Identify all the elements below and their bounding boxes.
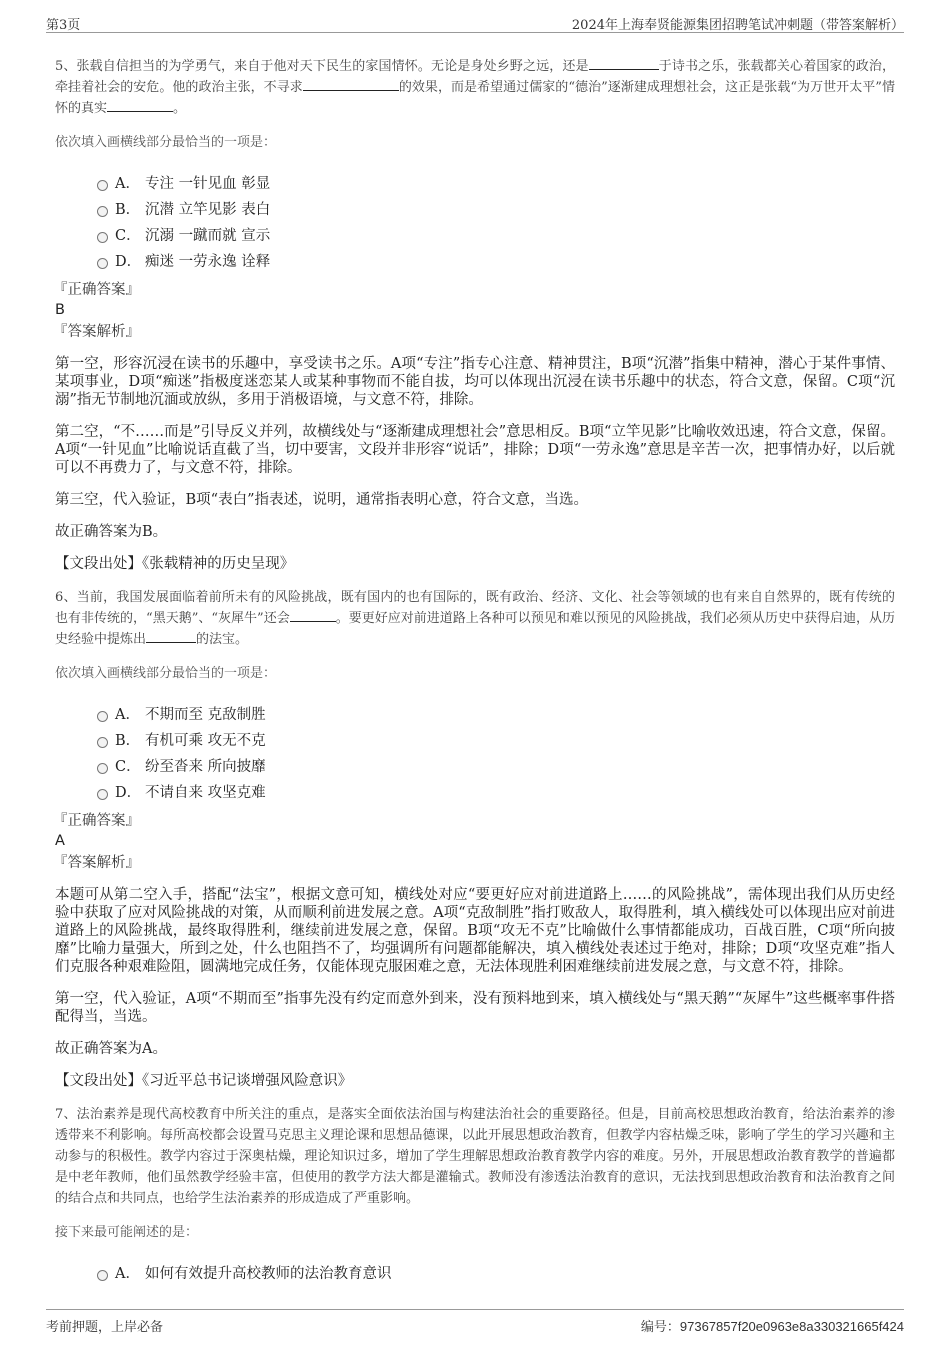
option-text: 痴迷 一劳永逸 诠释	[145, 254, 271, 270]
option-letter: C．	[115, 228, 141, 244]
option-text: 不请自来 攻坚克难	[145, 785, 266, 801]
blank-line	[107, 98, 173, 112]
option-text: 如何有效提升高校教师的法治教育意识	[145, 1266, 392, 1282]
question-text-part: 。	[173, 101, 187, 116]
page-header	[46, 10, 904, 33]
question-text-part: 于诗书之乐，张载都关心着国家的政治，牵挂着社会的安危。他的政治主张，不寻求	[55, 59, 895, 95]
analysis-tag: 『答案解析』	[53, 855, 140, 871]
option-letter: B．	[115, 733, 141, 749]
document-code	[641, 1316, 904, 1335]
option-letter: A．	[115, 707, 140, 723]
question-text-part: 6、当前，我国发展面临着前所未有的风险挑战，既有国内的也有国际的，既有政治、经济、文化、社会等领域的也有来自自然界的，既有传统的也有非传统的，“黑天鹅”、“灰犀牛”还会	[55, 590, 895, 626]
analysis-paragraph: 故正确答案为B。	[55, 524, 168, 540]
option-text: 沉潜 立竿见影 表白	[145, 202, 271, 218]
radio-icon[interactable]	[97, 180, 108, 191]
option-letter: A．	[115, 1266, 140, 1282]
radio-icon[interactable]	[97, 763, 108, 774]
question-text: 7、法治素养是现代高校教育中所关注的重点，是落实全面依法治国与构建法治社会的重要路径。但是，目前高校思想政治教育，给法治素养的渗透带来不利影响。每所高校都会设置马克思主义理论课和思想品德课，以此开展思想政治教育，但教学内容枯燥乏味，影响了学生的学习兴趣和主动参与的积极性。教学内容过于深奥枯燥，理论知识过多，增加了学生理解思想政治教育教学内容的难度。另外，开展思想政治教育教学的普遍都是中老年教师，他们虽然教学经验丰富，但使用的教学方法大都是灌输式。教师没有渗透法治教育的意识，无法找到思想政治教育和法治教育之间的结合点和共同点，也给学生法治素养的形成造成了严重影响。	[55, 1107, 895, 1206]
source-citation: 【文段出处】《张载精神的历史呈现》	[55, 556, 295, 572]
option-letter: D．	[115, 785, 142, 801]
answer-tag: 『正确答案』	[53, 813, 140, 829]
question-text	[55, 587, 895, 650]
source-citation: 【文段出处】《习近平总书记谈增强风险意识》	[55, 1073, 353, 1089]
analysis-paragraph: 第三空，代入验证，B项“表白”指表述，说明，通常指表明心意，符合文意，当选。	[55, 492, 588, 508]
option-text: 专注 一针见血 彰显	[145, 176, 271, 192]
option-list	[55, 1261, 895, 1287]
option-item[interactable]	[55, 197, 895, 223]
content	[55, 56, 895, 1287]
option-letter: D．	[115, 254, 142, 270]
option-item[interactable]	[55, 728, 895, 754]
blank-line	[146, 629, 196, 643]
analysis-paragraph: 故正确答案为A。	[55, 1041, 167, 1057]
answer-value: B	[55, 302, 65, 318]
option-letter: C．	[115, 759, 141, 775]
question-text-part: 。要更好应对前进道路上各种可以预见和难以预见的风险挑战，我们必须从历史中获得启迪，从历史经验中提炼出	[55, 611, 895, 647]
answer-tag: 『正确答案』	[53, 282, 140, 298]
option-letter: A．	[115, 176, 140, 192]
radio-icon[interactable]	[97, 258, 108, 269]
option-item[interactable]	[55, 780, 895, 806]
analysis-paragraph: 第一空，形容沉浸在读书的乐趣中，享受读书之乐。A项“专注”指专心注意、精神贯注，B项“沉潜”指集中精神，潜心于某件事情、某项事业，D项“痴迷”指极度迷恋某人或某种事物而不能自拔，均可以体现出沉浸在读书乐趣中的状态，符合文意，保留。C项“沉溺”指无节制地沉湎或放纵，多用于消极语境，与文意不符，排除。	[55, 356, 895, 408]
question-prompt: 依次填入画横线部分最恰当的一项是：	[55, 135, 277, 150]
radio-icon[interactable]	[97, 737, 108, 748]
question-text-part: 的法宝。	[196, 632, 249, 647]
code-value: 97367857f20e0963e8a330321665f424	[679, 1319, 904, 1334]
option-text: 有机可乘 攻无不克	[145, 733, 266, 749]
code-label: 编号：	[640, 1320, 680, 1335]
analysis-paragraph: 第二空，“不……而是”引导反义并列，故横线处与“逐渐建成理想社会”意思相反。B项“立竿见影”比喻收效迅速，符合文意，保留。A项“一针见血”比喻说话直截了当，切中要害，文段并非形容“说话”，排除；D项“一劳永逸”意思是辛苦一次，把事情办好，以后就可以不再费力了，与文意不符，排除。	[55, 424, 895, 476]
question-7	[55, 1104, 895, 1287]
option-item[interactable]	[55, 702, 895, 728]
blank-line	[290, 608, 336, 622]
document-title: 2024年上海奉贤能源集团招聘笔试冲刺题（带答案解析）	[571, 18, 904, 33]
analysis-paragraph: 本题可从第二空入手，搭配“法宝”，根据文意可知，横线处对应“要更好应对前进道路上……的风险挑战”，需体现出我们从历史经验中获取了应对风险挑战的对策，从而顺利前进发展之意。A项“克敌制胜”指打败敌人，取得胜利，填入横线处可以体现出应对前进道路上的风险挑战，最终取得胜利，继续前进发展之意，保留。B项“攻无不克”比喻做什么事情都能成功，百战百胜，C项“所向披靡”比喻力量强大，所到之处，什么也阻挡不了，均强调所有问题都能解决，填入横线处表述过于绝对，排除；D项“攻坚克难”指人们克服各种艰难险阻，圆满地完成任务，仅能体现克服困难之意，无法体现胜利困难继续前进发展之意，与文意不符，排除。	[55, 887, 895, 975]
option-list	[55, 171, 895, 275]
radio-icon[interactable]	[97, 1270, 108, 1281]
footer-slogan: 考前押题，上岸必备	[46, 1320, 164, 1335]
option-item[interactable]	[55, 1261, 895, 1287]
question-text-part: 5、张载自信担当的为学勇气，来自于他对天下民生的家国情怀。无论是身处乡野之远，还是	[55, 59, 589, 74]
page-number: 第3页	[46, 18, 81, 33]
question-5	[55, 56, 895, 573]
question-text	[55, 56, 895, 119]
radio-icon[interactable]	[97, 232, 108, 243]
option-text: 沉溺 一蹴而就 宣示	[145, 228, 271, 244]
option-item[interactable]	[55, 223, 895, 249]
question-text-part: 的效果，而是希望通过儒家的“德治”逐渐建成理想社会，这正是张载“为万世开太平”情怀的真实	[55, 80, 895, 116]
blank-line	[303, 77, 399, 91]
option-letter: B．	[115, 202, 141, 218]
question-6	[55, 587, 895, 1090]
option-text: 纷至沓来 所向披靡	[145, 759, 266, 775]
option-text: 不期而至 克敌制胜	[145, 707, 266, 723]
radio-icon[interactable]	[97, 789, 108, 800]
analysis-tag: 『答案解析』	[53, 324, 140, 340]
blank-line	[589, 56, 659, 70]
page-footer	[46, 1309, 904, 1336]
answer-value: A	[55, 833, 65, 849]
question-prompt: 依次填入画横线部分最恰当的一项是：	[55, 666, 277, 681]
option-list	[55, 702, 895, 806]
option-item[interactable]	[55, 171, 895, 197]
analysis-paragraph: 第一空，代入验证，A项“不期而至”指事先没有约定而意外到来，没有预料地到来，填入横线处与“黑天鹅”“灰犀牛”这些概率事件搭配得当，当选。	[55, 991, 895, 1025]
option-item[interactable]	[55, 249, 895, 275]
radio-icon[interactable]	[97, 206, 108, 217]
option-item[interactable]	[55, 754, 895, 780]
question-prompt: 接下来最可能阐述的是：	[55, 1225, 199, 1240]
radio-icon[interactable]	[97, 711, 108, 722]
